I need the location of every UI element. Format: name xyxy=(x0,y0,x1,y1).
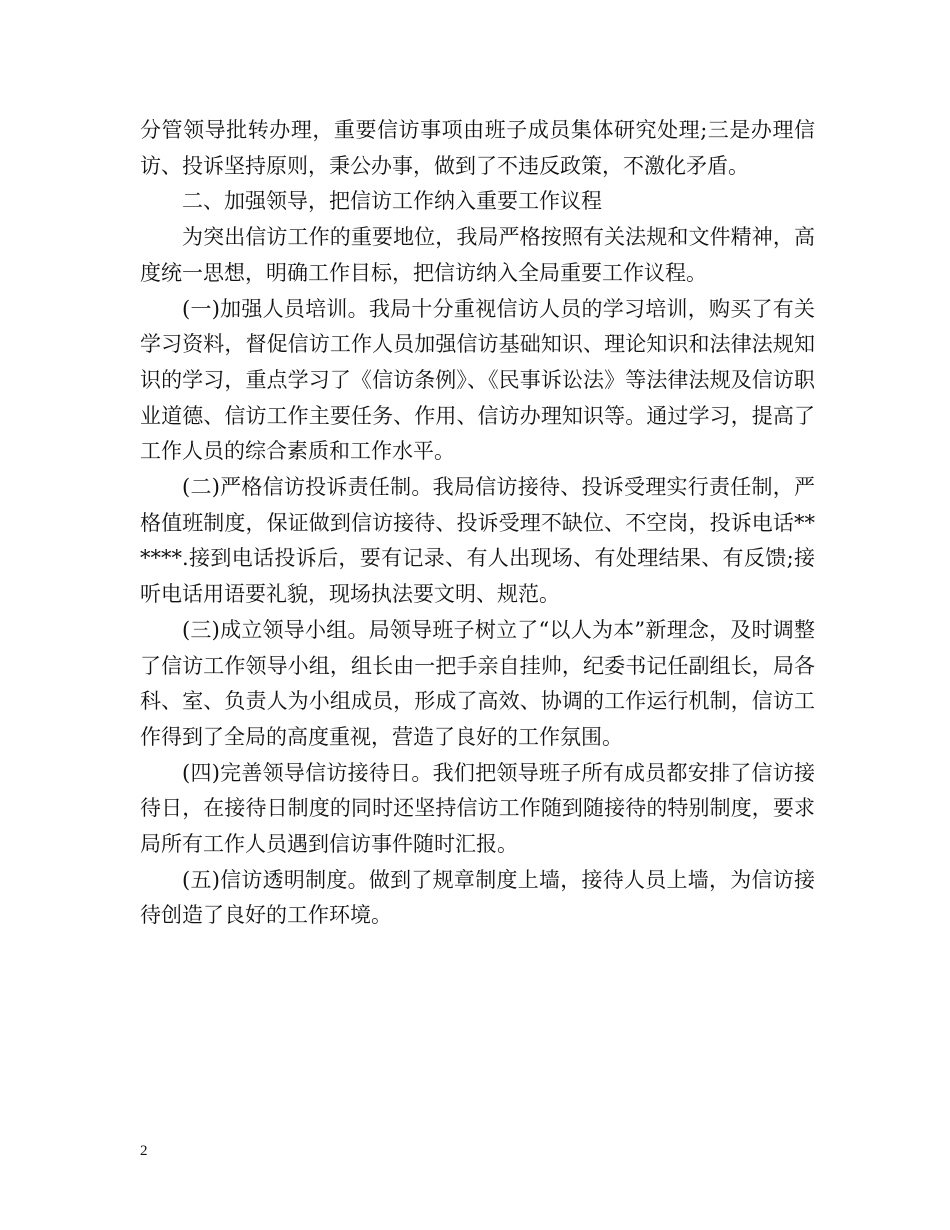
paragraph-item-1: (一)加强人员培训。我局十分重视信访人员的学习培训，购买了有关学习资料，督促信访工作人员加强信访基础知识、理论知识和法律法规知识的学习，重点学习了《信访条例》、《民事诉讼法》等法律法规及信访职业道德、信访工作主要任务、作用、信访办理知识等。通过学习，提高了工作人员的综合素质和工作水平。 xyxy=(140,296,815,464)
paragraph-section-intro: 为突出信访工作的重要地位，我局严格按照有关法规和文件精神，高度统一思想，明确工作目标，把信访纳入全局重要工作议程。 xyxy=(140,225,815,285)
paragraph-item-5: (五)信访透明制度。做到了规章制度上墙，接待人员上墙，为信访接待创造了良好的工作环境。 xyxy=(140,867,815,928)
section-heading-2: 二、加强领导，把信访工作纳入重要工作议程 xyxy=(182,189,602,214)
document-body xyxy=(140,113,815,934)
paragraph-continuation: 分管领导批转办理，重要信访事项由班子成员集体研究处理;三是办理信访、投诉坚持原则，秉公办事，做到了不违反政策，不激化矛盾。 xyxy=(140,118,815,178)
paragraph-item-4: (四)完善领导信访接待日。我们把领导班子所有成员都安排了信访接待日，在接待日制度的同时还坚持信访工作随到随接待的特别制度，要求局所有工作人员遇到信访事件随时汇报。 xyxy=(140,760,815,857)
paragraph-item-3: (三)成立领导小组。局领导班子树立了“以人为本”新理念，及时调整了信访工作领导小组，组长由一把手亲自挂帅，纪委书记任副组长，局各科、室、负责人为小组成员，形成了高效、协调的工作运行机制，信访工作得到了全局的高度重视，营造了良好的工作氛围。 xyxy=(140,617,815,749)
paragraph-item-2: (二)严格信访投诉责任制。我局信访接待、投诉受理实行责任制，严格值班制度，保证做到信访接待、投诉受理不缺位、不空岗，投诉电话******.接到电话投诉后，要有记录、有人出现场、有处理结果、有反馈;接听电话用语要礼貌，现场执法要文明、规范。 xyxy=(140,475,815,607)
page-number: 2 xyxy=(140,1143,148,1159)
